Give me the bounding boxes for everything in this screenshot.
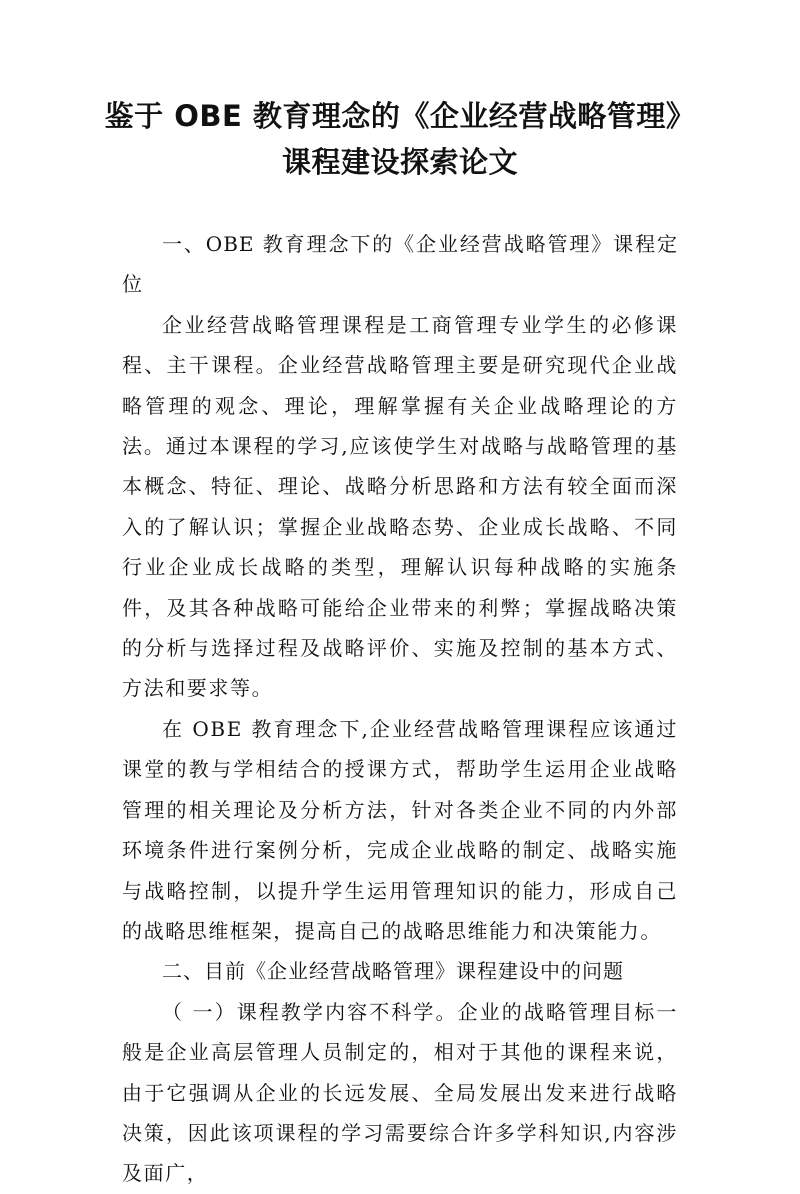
document-body bbox=[122, 224, 678, 1194]
paragraph-3: （ 一）课程教学内容不科学。企业的战略管理目标一般是企业高层管理人员制定的，相对于其他的课程来说，由于它强调从企业的长远发展、全局发展出发来进行战略决策，因此该项课程的学习需要综合许多学科知识,内容涉及面广， bbox=[122, 999, 678, 1186]
paragraph-2: 在 OBE 教育理念下,企业经营战略管理课程应该通过课堂的教与学相结合的授课方式，帮助学生运用企业战略管理的相关理论及分析方法，针对各类企业不同的内外部环境条件进行案例分析，完成企业战略的制定、战略实施与战略控制，以提升学生运用管理知识的能力，形成自己的战略思维框架，提高自己的战略思维能力和决策能力。 bbox=[122, 716, 678, 943]
paragraph-1: 企业经营战略管理课程是工商管理专业学生的必修课程、主干课程。企业经营战略管理主要是研究现代企业战略管理的观念、理论，理解掌握有关企业战略理论的方法。通过本课程的学习,应该使学生对战略与战略管理的基本概念、特征、理论、战略分析思路和方法有较全面而深入的了解认识；掌握企业战略态势、企业成长战略、不同行业企业成长战略的类型，理解认识每种战略的实施条件，及其各种战略可能给企业带来的利弊；掌握战略决策的分析与选择过程及战略评价、实施及控制的基本方式、方法和要求等。 bbox=[122, 312, 678, 701]
section-2-heading: 二、目前《企业经营战略管理》课程建设中的问题 bbox=[162, 959, 624, 984]
document-title-line-2: 课程建设探索论文 bbox=[281, 145, 518, 179]
section-1-heading: 一、OBE 教育理念下的《企业经营战略管理》课程定位 bbox=[122, 232, 678, 297]
document-title-line-1: 鉴于 OBE 教育理念的《企业经营战略管理》 bbox=[104, 99, 696, 133]
